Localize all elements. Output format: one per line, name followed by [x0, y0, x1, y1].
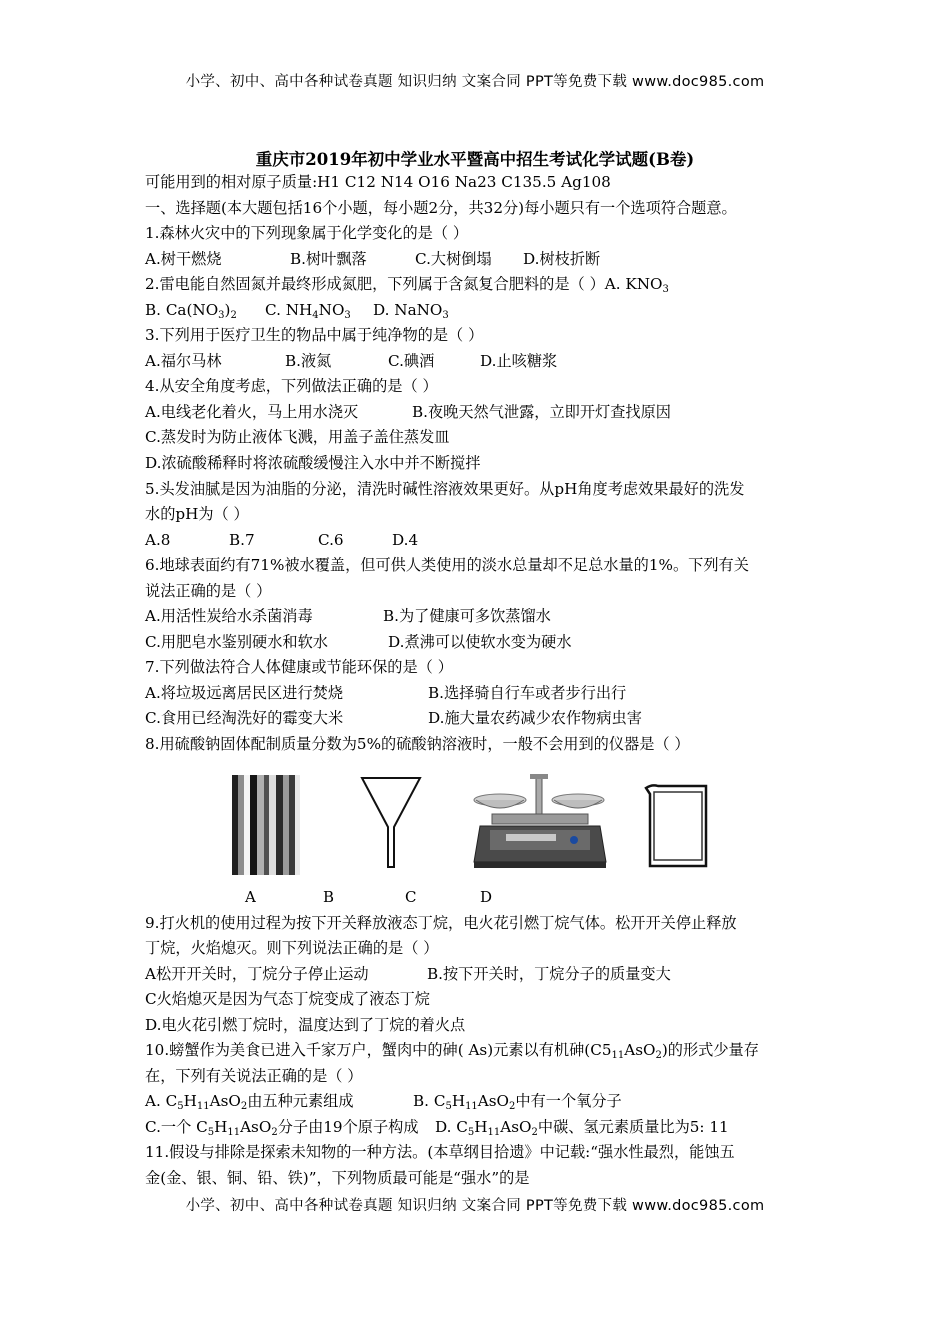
q6-options-cd: [145, 632, 572, 652]
q5-stem-1: 5.头发油腻是因为油脂的分泌，清洗时碱性溶液效果更好。从pH角度考虑效果最好的洗发: [145, 480, 745, 498]
atomic-masses: 可能用到的相对原子质量:H1 C12 N14 O16 Na23 C135.5 Ag108: [145, 173, 611, 191]
q7-option-c: C.食用已经淘洗好的霉变大米: [145, 709, 344, 727]
q4-option-a: A.电线老化着火，马上用水浇灭: [145, 403, 359, 421]
stripes-figure: [224, 775, 300, 875]
q2-a-sub: 3: [662, 284, 669, 295]
figure-label-b: B: [323, 888, 335, 906]
q9-option-c: C火焰熄灭是因为气态丁烷变成了液态丁烷: [145, 990, 430, 1008]
q7-options-ab: [145, 683, 626, 703]
q10-option-a: A. $C_5H_{11}AsO_2$由五种元素组成: [145, 1092, 354, 1112]
q2-option-d: [373, 300, 449, 320]
q2-c-sub2: 3: [344, 310, 351, 321]
q10-option-c: C.一个 $C_5H_{11}AsO_2$分子由19个原子构成: [145, 1118, 419, 1138]
figure-label-c: C: [405, 888, 417, 906]
q10-stem-1: 10.螃蟹作为美食已进入千家万户，蟹肉中的砷( As)元素以有机砷$(C5_{11}AsO_2)$的形式少量存: [145, 1041, 759, 1061]
q10-stem-pre: 10.螃蟹作为美食已进入千家万户，蟹肉中的砷( As)元素以有机砷(C: [145, 1041, 602, 1059]
q6-options-ab: [145, 606, 551, 626]
q11-stem-1: 11.假设与排除是探索未知物的一种方法。(本草纲目拾遗》中记载:“强水性最烈，能蚀五: [145, 1143, 735, 1161]
q1-option-b: B.树叶飘落: [290, 250, 367, 268]
q4-stem: 4.从安全角度考虑，下列做法正确的是（ ）: [145, 377, 438, 395]
q7-option-a: A.将垃圾远离居民区进行焚烧: [145, 684, 344, 702]
q6-stem-2: 说法正确的是（ ）: [145, 582, 272, 600]
q2-b-sub: 3: [218, 310, 225, 321]
q2-c-text: C. NH: [265, 301, 313, 319]
q5-option-b: B.7: [229, 531, 255, 549]
q4-option-d: D.浓硫酸稀释时将浓硫酸缓慢注入水中并不断搅拌: [145, 454, 481, 472]
q3-option-c: C.碘酒: [388, 352, 435, 370]
q3-option-d: D.止咳糖浆: [480, 352, 558, 370]
q1-option-a: A.树干燃烧: [145, 250, 222, 268]
q2-options: [145, 300, 449, 320]
q2-c-sub: 4: [312, 310, 319, 321]
q7-option-b: B.选择骑自行车或者步行出行: [428, 684, 627, 702]
q9-option-d: D.电火花引燃丁烷时，温度达到了丁烷的着火点: [145, 1016, 466, 1034]
q11-stem-2: 金(金、银、铜、铅、铁)”，下列物质最可能是“强水”的是: [145, 1169, 530, 1187]
page-footer: 小学、初中、高中各种试卷真题 知识归纳 文案合同 PPT等免费下载 www.doc985.com: [185, 1198, 765, 1214]
q6-option-b: B.为了健康可多饮蒸馏水: [383, 607, 551, 625]
q7-stem: 7.下列做法符合人体健康或节能环保的是（ ）: [145, 658, 453, 676]
q3-stem: 3.下列用于医疗卫生的物品中属于纯净物的是（ ）: [145, 326, 484, 344]
q1-option-c: C.大树倒塌: [415, 250, 492, 268]
q5-stem-2: 水的pH为（ ）: [145, 505, 249, 523]
q7-option-d: D.施大量农药减少农作物病虫害: [428, 709, 642, 727]
page-title: 重庆市2019年初中学业水平暨高中招生考试化学试题(B卷): [255, 150, 695, 169]
q2-d-text: D. NaNO: [373, 301, 443, 319]
q10-a-text: 由五种元素组成: [247, 1092, 354, 1110]
q1-option-d: D.树枝折断: [523, 250, 601, 268]
q5-options: [145, 530, 418, 550]
q10-c-text: 分子由19个原子构成: [277, 1118, 419, 1136]
figure-label-a: A: [245, 888, 256, 906]
q10-stem-2: 在，下列有关说法正确的是（ ）: [145, 1067, 363, 1085]
q2-stem-text: 2.雷电能自然固氮并最终形成氮肥，下列属于含氮复合肥料的是（ ）A. KNO: [145, 275, 663, 293]
q2-d-sub: 3: [442, 310, 449, 321]
q2-option-c: [265, 300, 373, 320]
q4-options-ab: [145, 402, 671, 422]
q2-c-mid: NO: [318, 301, 345, 319]
q7-options-cd: [145, 708, 642, 728]
q6-stem-1: 6.地球表面约有71%被水覆盖，但可供人类使用的淡水总量却不足总水量的1%。下列有关: [145, 556, 749, 574]
q2-option-b: [145, 300, 265, 320]
q2-stem: [145, 274, 669, 294]
q5-option-a: A.8: [145, 531, 171, 549]
q10-b-text: 中有一个氧分子: [515, 1092, 622, 1110]
q4-option-b: B.夜晚天然气泄露，立即开灯查找原因: [412, 403, 671, 421]
q3-options: [145, 351, 557, 371]
section-heading: 一、选择题(本大题包括16个小题，每小题2分，共32分)每小题只有一个选项符合题意。: [145, 199, 737, 217]
q6-option-c: C.用肥皂水鉴别硬水和软水: [145, 633, 328, 651]
q2-b-text: B. Ca(NO: [145, 301, 219, 319]
beaker-figure: [644, 782, 714, 870]
q3-option-a: A.福尔马林: [145, 352, 222, 370]
q9-stem-1: 9.打火机的使用过程为按下开关释放液态丁烷，电火花引燃丁烷气体。松开开关停止释放: [145, 914, 737, 932]
q10-option-b: B. $C_5H_{11}AsO_2$中有一个氧分子: [413, 1092, 622, 1112]
q10-stem-post: 的形式少量存: [667, 1041, 759, 1059]
q5-option-c: C.6: [318, 531, 344, 549]
q10-c-pre: C.一个: [145, 1118, 197, 1136]
q8-stem: 8.用硫酸钠固体配制质量分数为5%的硫酸钠溶液时，一般不会用到的仪器是（ ）: [145, 735, 690, 753]
q2-b-sub2: 2: [230, 310, 237, 321]
q1-options: [145, 249, 600, 269]
q10-d-text: 中碳、氢元素质量比为5: 11: [537, 1118, 729, 1136]
q5-option-d: D.4: [392, 531, 419, 549]
q10-option-d: D. $C_5H_{11}AsO_2$中碳、氢元素质量比为5: 11: [435, 1118, 729, 1138]
q9-option-a: A松开开关时，丁烷分子停止运动: [145, 965, 369, 983]
q4-option-c: C.蒸发时为防止液体飞溅，用盖子盖住蒸发皿: [145, 428, 450, 446]
q2-b-end: ): [224, 301, 231, 319]
q3-option-b: B.液氮: [285, 352, 332, 370]
q1-stem: 1.森林火灾中的下列现象属于化学变化的是（ ）: [145, 224, 469, 242]
q6-option-d: D.煮沸可以使软水变为硬水: [388, 633, 572, 651]
q9-option-b: B.按下开关时，丁烷分子的质量变大: [427, 965, 671, 983]
q6-option-a: A.用活性炭给水杀菌消毒: [145, 607, 313, 625]
figure-label-d: D: [480, 888, 493, 906]
q9-options-ab: [145, 964, 671, 984]
page-header: 小学、初中、高中各种试卷真题 知识归纳 文案合同 PPT等免费下载 www.doc985.com: [185, 74, 765, 90]
funnel-figure: [360, 775, 422, 870]
balance-figure: [470, 770, 610, 880]
q10-options-ab: [145, 1091, 622, 1111]
q10-options-cd: [145, 1117, 729, 1137]
q9-stem-2: 丁烷，火焰熄灭。则下列说法正确的是（ ）: [145, 939, 439, 957]
